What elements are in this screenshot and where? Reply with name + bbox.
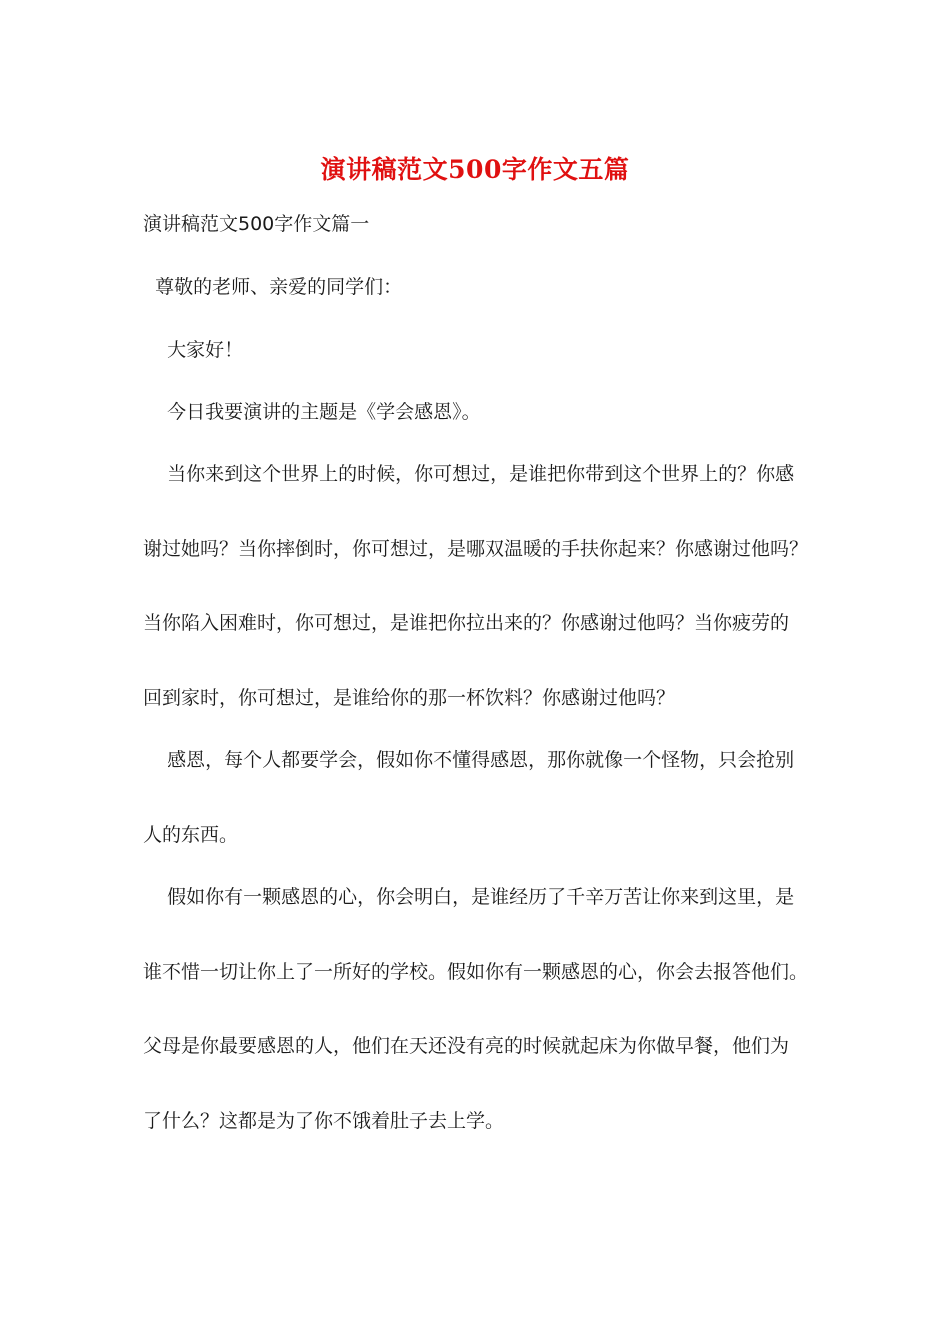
text-line: 今日我要演讲的主题是《学会感恩》。: [143, 401, 481, 423]
text-line: 尊敬的老师、亲爱的同学们：: [143, 276, 403, 298]
text-line: 回到家时，你可想过，是谁给你的那一杯饮料？你感谢过他吗？: [143, 687, 676, 709]
text-line: 人的东西。: [143, 824, 239, 846]
text-line: 谁不惜一切让你上了一所好的学校。假如你有一颗感恩的心，你会去报答他们。: [143, 961, 809, 983]
text-line: 当你陷入困难时，你可想过，是谁把你拉出来的？你感谢过他吗？当你疲劳的: [143, 612, 790, 634]
text-line: 大家好！: [143, 339, 244, 361]
text-line: 了什么？这都是为了你不饿着肚子去上学。: [143, 1110, 505, 1132]
text-line: 感恩，每个人都要学会，假如你不懂得感恩，那你就像一个怪物，只会抢别: [143, 749, 795, 771]
document-title: 演讲稿范文500字作文五篇: [320, 155, 630, 184]
text-line: 谢过她吗？当你摔倒时，你可想过，是哪双温暖的手扶你起来？你感谢过他吗？: [143, 538, 809, 560]
text-line: 当你来到这个世界上的时候，你可想过，是谁把你带到这个世界上的？你感: [143, 463, 795, 485]
text-line: 假如你有一颗感恩的心，你会明白，是谁经历了千辛万苦让你来到这里，是: [143, 886, 795, 908]
section-heading: 演讲稿范文500字作文篇一: [143, 213, 370, 235]
text-line: 父母是你最要感恩的人，他们在天还没有亮的时候就起床为你做早餐，他们为: [143, 1035, 790, 1057]
